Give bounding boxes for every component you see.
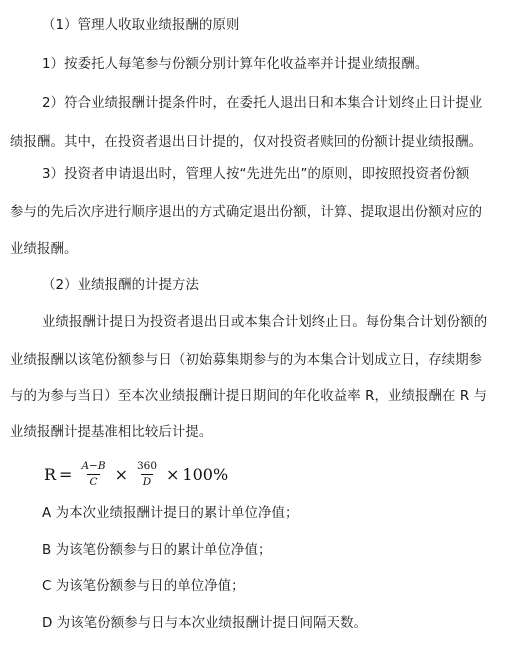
paragraph-1-1: 1）按委托人每笔参与份额分别计算年化收益率并计提业绩报酬。	[42, 57, 429, 72]
formula-times-2: ×	[166, 464, 180, 484]
paragraph-2-1-line-3: 与的为参与当日）至本次业绩报酬计提日期间的年化收益率 R，业绩报酬在 R 与	[10, 389, 488, 404]
formula-fraction-2-numerator: 360	[136, 460, 158, 472]
formula-fraction-2-denominator: D	[142, 475, 152, 488]
paragraph-1-2-line-2: 绩报酬。其中，在投资者退出日计提的，仅对投资者赎回的份额计提业绩报酬。	[10, 135, 483, 150]
formula-tail: 100%	[182, 464, 229, 484]
definition-d: D 为该笔份额参与日与本次业绩报酬计提日间隔天数。	[42, 616, 368, 631]
return-rate-formula	[44, 456, 228, 492]
formula-fraction-1-denominator: C	[89, 475, 98, 488]
definition-a: A 为本次业绩报酬计提日的累计单位净值；	[42, 506, 299, 521]
formula-equals: =	[59, 464, 73, 484]
paragraph-1-2-line-1: 2）符合业绩报酬计提条件时，在委托人退出日和本集合计划终止日计提业	[42, 96, 483, 111]
paragraph-2-1-line-2: 业绩报酬以该笔份额参与日（初始募集期参与的为本集合计划成立日，存续期参	[10, 353, 483, 368]
formula-times-1: ×	[114, 464, 128, 484]
paragraph-1-3-line-2: 参与的先后次序进行顺序退出的方式确定退出份额，计算、提取退出份额对应的	[10, 205, 483, 220]
paragraph-2-1-line-1: 业绩报酬计提日为投资者退出日或本集合计划终止日。每份集合计划份额的	[42, 315, 488, 330]
formula-fraction-2	[135, 461, 159, 487]
formula-fraction-1	[79, 461, 107, 487]
definition-b: B 为该笔份额参与日的累计单位净值；	[42, 543, 272, 558]
formula-lhs: R	[44, 464, 57, 484]
section-1-heading: （1）管理人收取业绩报酬的原则	[42, 18, 240, 33]
paragraph-2-1-line-4: 业绩报酬计提基准相比较后计提。	[10, 425, 213, 440]
paragraph-1-3-line-3: 业绩报酬。	[10, 242, 78, 257]
formula-fraction-1-numerator: A−B	[81, 460, 106, 472]
definition-c: C 为该笔份额参与日的单位净值；	[42, 579, 245, 594]
paragraph-1-3-line-1: 3）投资者申请退出时，管理人按“先进先出”的原则，即按照投资者份额	[42, 167, 470, 182]
section-2-heading: （2）业绩报酬的计提方法	[42, 278, 200, 293]
